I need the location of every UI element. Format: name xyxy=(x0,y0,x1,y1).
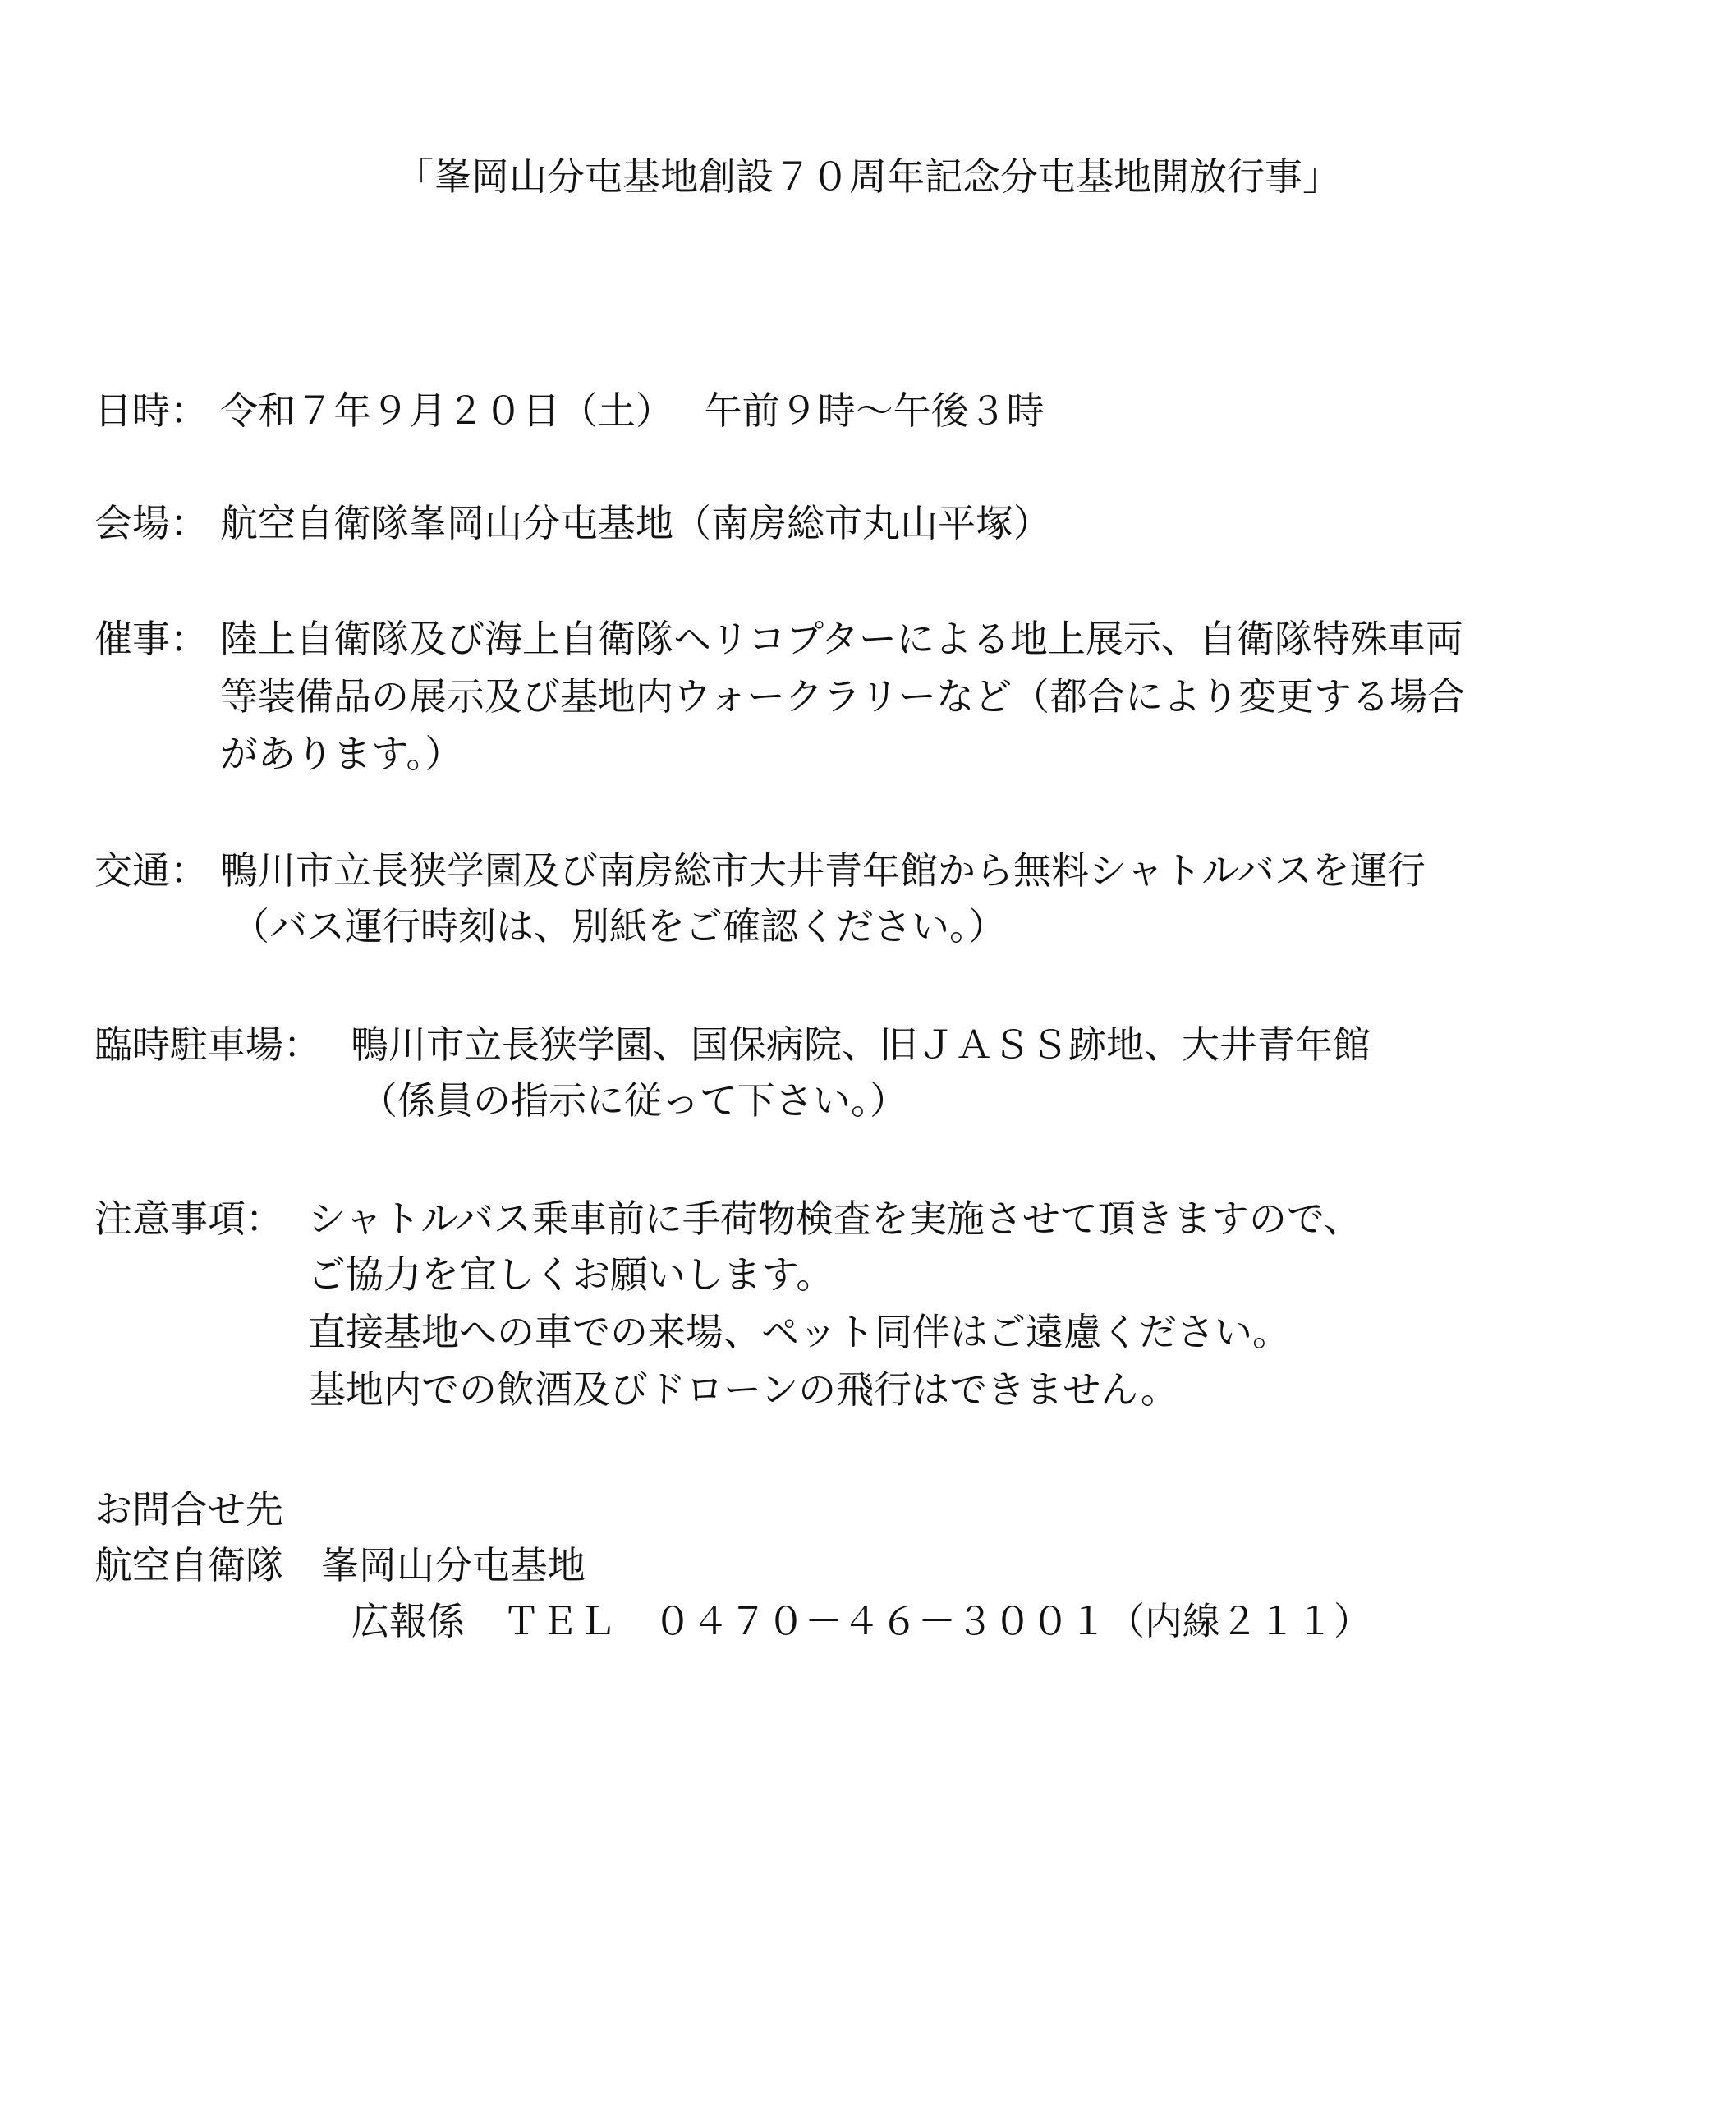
contact-heading: お問合せ先 xyxy=(94,1487,283,1532)
document-title: 「峯岡山分屯基地創設７０周年記念分屯基地開放行事」 xyxy=(396,154,1340,199)
events-line-2: 等装備品の展示及び基地内ウォークラリーなど（都合により変更する場合 xyxy=(220,674,1466,719)
events-label: 催事： xyxy=(94,617,208,661)
datetime-value: 令和７年９月２０日（土） 午前９時～午後３時 xyxy=(220,388,1045,433)
transport-line-1: 鴨川市立長狭学園及び南房総市大井青年館から無料シャトルバスを運行 xyxy=(220,848,1426,893)
transport-label: 交通： xyxy=(94,848,208,893)
events-line-1: 陸上自衛隊及び海上自衛隊ヘリコプターによる地上展示、自衛隊特殊車両 xyxy=(220,617,1463,661)
notes-line-3: 直接基地への車での来場、ペット同伴はご遠慮ください。 xyxy=(308,1310,1290,1354)
notes-line-2: ご協力を宜しくお願いします。 xyxy=(308,1252,834,1297)
parking-label: 臨時駐車場： xyxy=(94,1022,321,1067)
datetime-label: 日時： xyxy=(94,388,208,433)
notes-label: 注意事項： xyxy=(94,1197,283,1241)
transport-line-2: （バス運行時刻は、別紙をご確認ください。） xyxy=(232,904,1006,949)
contact-org: 航空自衛隊 峯岡山分屯基地 xyxy=(94,1543,586,1587)
events-line-3: があります。） xyxy=(220,732,463,776)
contact-tel: 広報係 ＴＥＬ ０４７０－４６－３００１（内線２１１） xyxy=(351,1599,1371,1643)
venue-label: 会場： xyxy=(94,501,208,545)
parking-line-2: （係員の指示に従って下さい。） xyxy=(360,1078,907,1123)
notes-line-1: シャトルバス乗車前に手荷物検査を実施させて頂きますので、 xyxy=(308,1197,1362,1241)
notes-line-4: 基地内での飲酒及びドローンの飛行はできません。 xyxy=(308,1367,1178,1412)
venue-value: 航空自衛隊峯岡山分屯基地（南房総市丸山平塚） xyxy=(220,501,1051,545)
parking-line-1: 鴨川市立長狭学園、国保病院、旧ＪＡＳＳ跡地、大井青年館 xyxy=(351,1022,1371,1067)
